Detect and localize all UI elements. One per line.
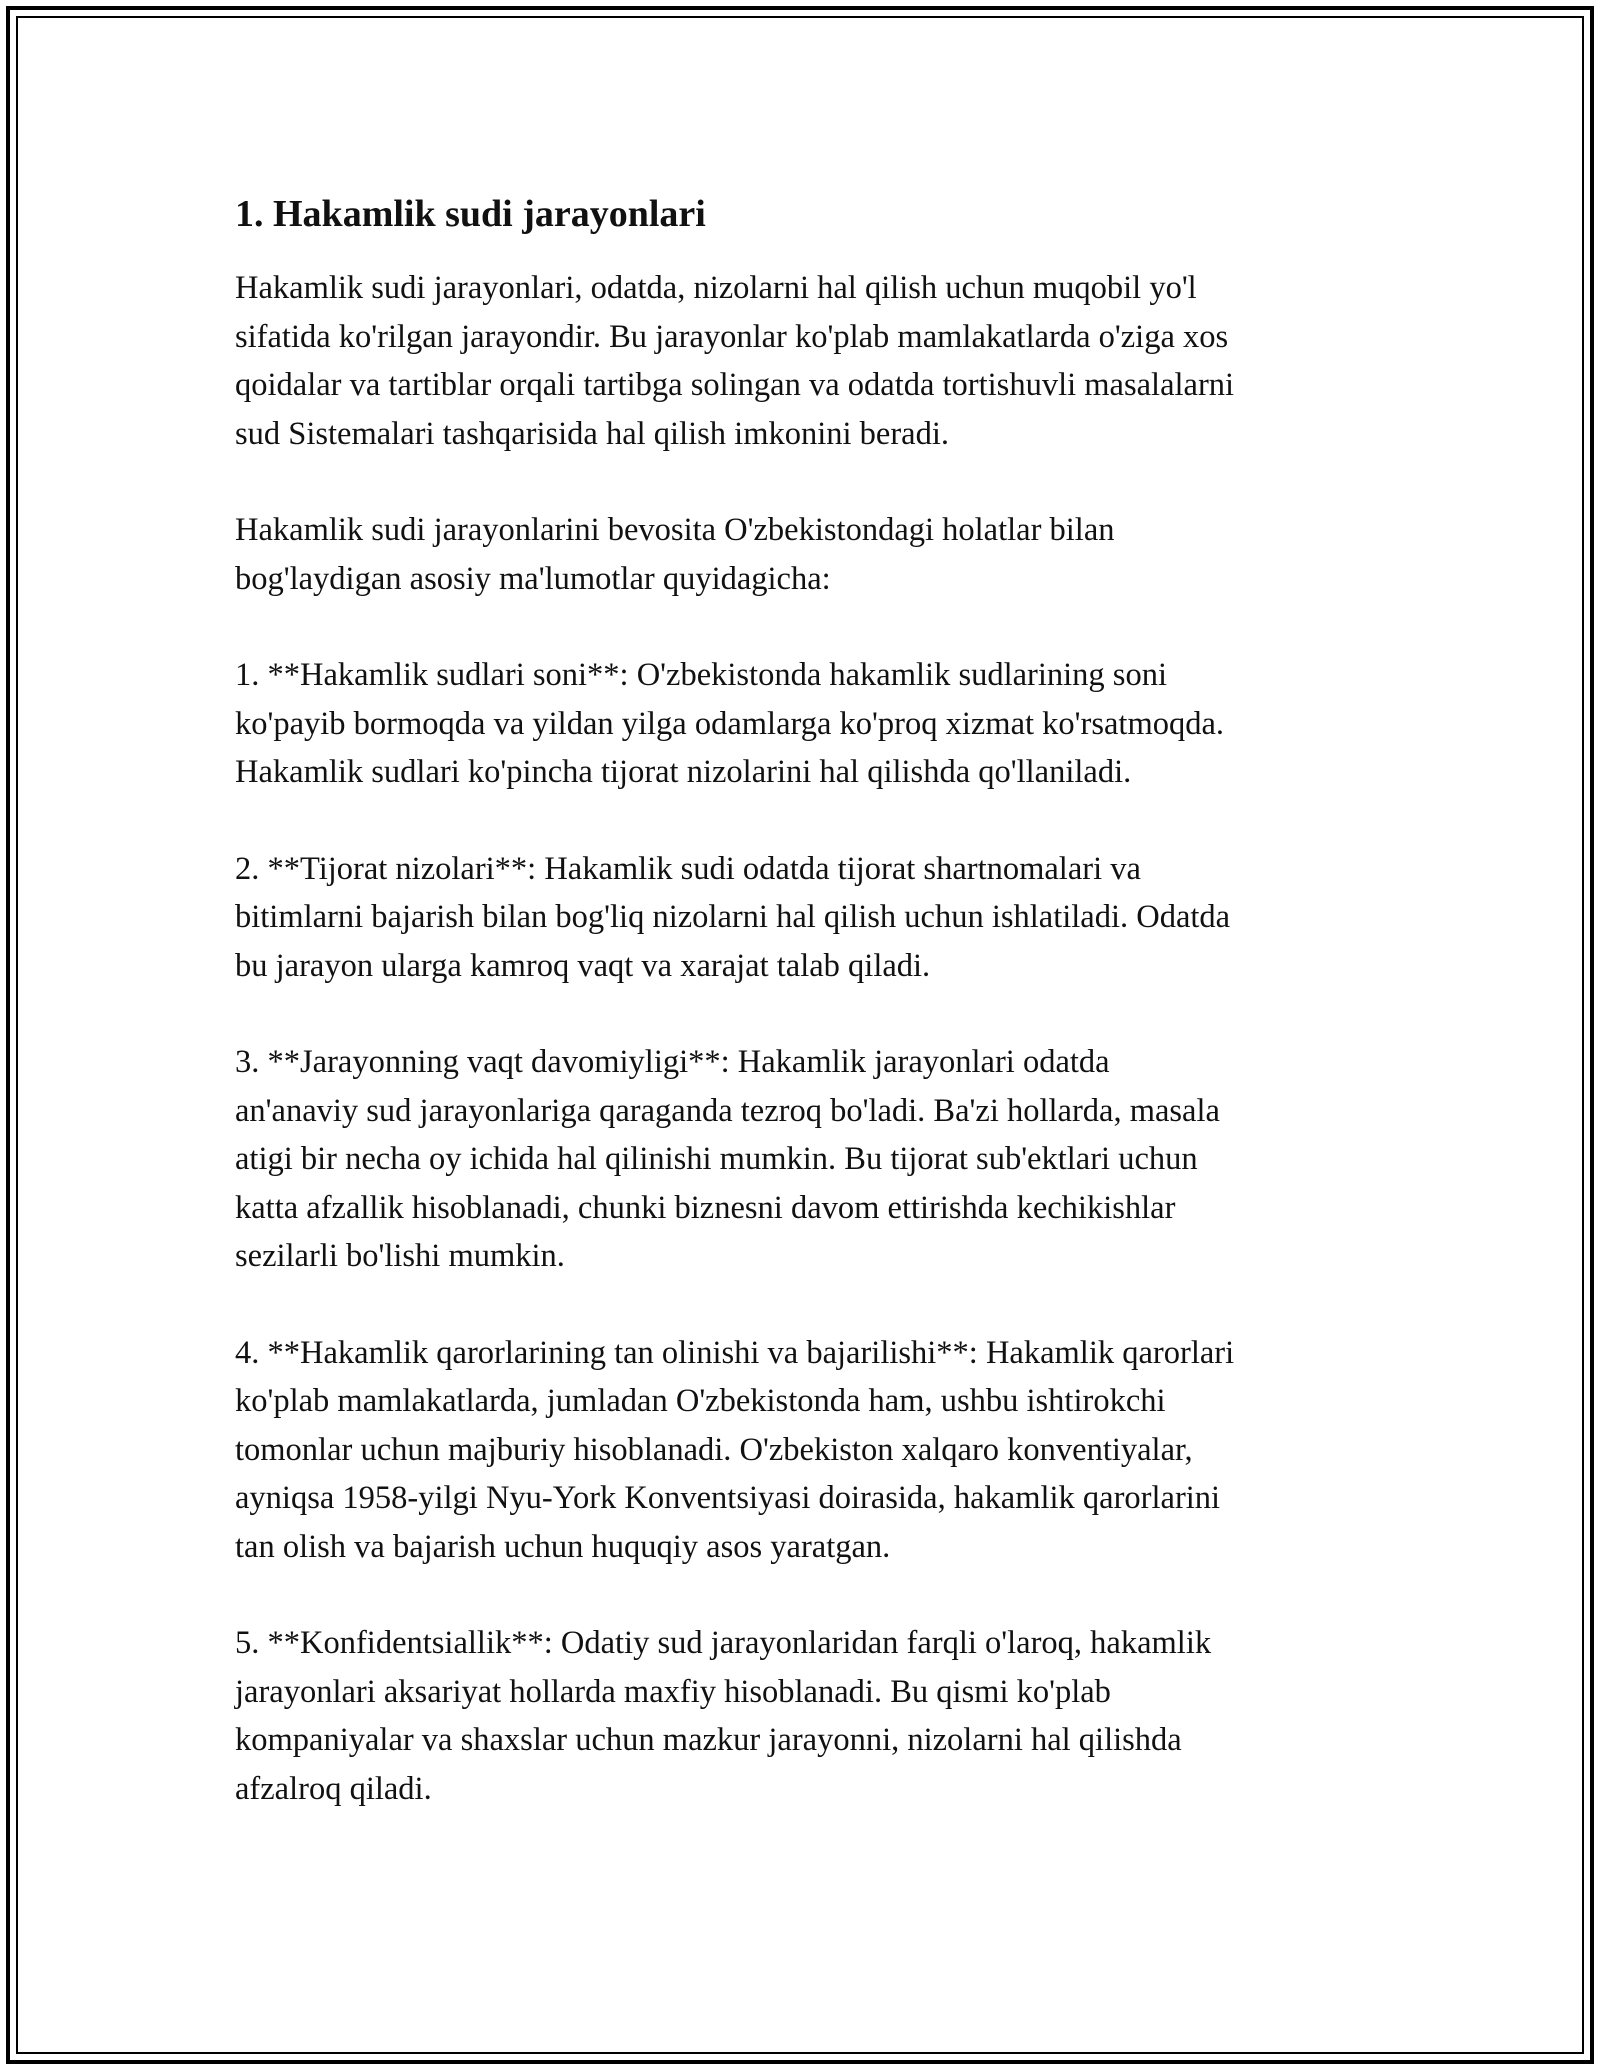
list-item-2 [235,845,1375,991]
text-line: katta afzallik hisoblanadi, chunki biznesni davom ettirishda kechikishlar [235,1189,1176,1226]
list-item-4 [235,1329,1375,1572]
text-line: bitimlarni bajarish bilan bog'liq nizolarni hal qilish uchun ishlatiladi. Odatda [235,899,1231,935]
text-line: 3. **Jarayonning vaqt davomiyligi**: Hakamlik jarayonlari odatda [235,1044,1110,1080]
text-line: 2. **Tijorat nizolari**: Hakamlik sudi odatda tijorat shartnomalari va [235,850,1141,887]
text-line: tan olish va bajarish uchun huquqiy asos yaratgan. [235,1528,891,1565]
text-line: bu jarayon ularga kamroq vaqt va xarajat talab qiladi. [235,947,931,984]
text-line: afzalroq qiladi. [235,1770,432,1807]
intro-paragraph [235,264,1375,458]
section-heading: 1. Hakamlik sudi jarayonlari [235,193,706,235]
text-line: jarayonlari aksariyat hollarda maxfiy hisoblanadi. Bu qismi ko'plab [235,1673,1111,1710]
text-line: sezilarli bo'lishi mumkin. [235,1238,565,1274]
text-line: kompaniyalar va shaxslar uchun mazkur jarayonni, nizolarni hal qilishda [235,1722,1182,1758]
text-line: bog'laydigan asosiy ma'lumotlar quyidagicha: [235,560,831,597]
text-line: ko'payib bormoqda va yildan yilga odamlarga ko'proq xizmat ko'rsatmoqda. [235,705,1225,742]
text-line: ko'plab mamlakatlarda, jumladan O'zbekistonda ham, ushbu ishtirokchi [235,1383,1166,1419]
text-line: Hakamlik sudlari ko'pincha tijorat nizolarini hal qilishda qo'llaniladi. [235,754,1132,790]
list-item-3 [235,1038,1375,1281]
text-line: Hakamlik sudi jarayonlarini bevosita O'zbekistondagi holatlar bilan [235,512,1115,548]
text-line: an'anaviy sud jarayonlariga qaraganda tezroq bo'ladi. Ba'zi hollarda, masala [235,1092,1220,1129]
text-line: ayniqsa 1958-yilgi Nyu-York Konventsiyasi doirasida, hakamlik qarorlarini [235,1480,1221,1516]
text-line: qoidalar va tartiblar orqali tartibga solingan va odatda tortishuvli masalalarni [235,367,1235,403]
text-line: 1. **Hakamlik sudlari soni**: O'zbekistonda hakamlik sudlarining soni [235,657,1167,693]
text-line: sud Sistemalari tashqarisida hal qilish imkonini beradi. [235,415,949,452]
text-line: Hakamlik sudi jarayonlari, odatda, nizolarni hal qilish uchun muqobil yo'l [235,270,1197,306]
text-line: 4. **Hakamlik qarorlarining tan olinishi va bajarilishi**: Hakamlik qarorlari [235,1334,1235,1371]
list-item-5 [235,1619,1375,1813]
document-body [235,186,1375,1861]
text-line: 5. **Konfidentsiallik**: Odatiy sud jarayonlaridan farqli o'laroq, hakamlik [235,1625,1212,1661]
text-line: atigi bir necha oy ichida hal qilinishi mumkin. Bu tijorat sub'ektlari uchun [235,1141,1198,1177]
lead-in-paragraph [235,506,1375,603]
text-line: tomonlar uchun majburiy hisoblanadi. O'zbekiston xalqaro konventiyalar, [235,1431,1193,1468]
text-line: sifatida ko'rilgan jarayondir. Bu jarayonlar ko'plab mamlakatlarda o'ziga xos [235,318,1229,355]
list-item-1 [235,651,1375,797]
